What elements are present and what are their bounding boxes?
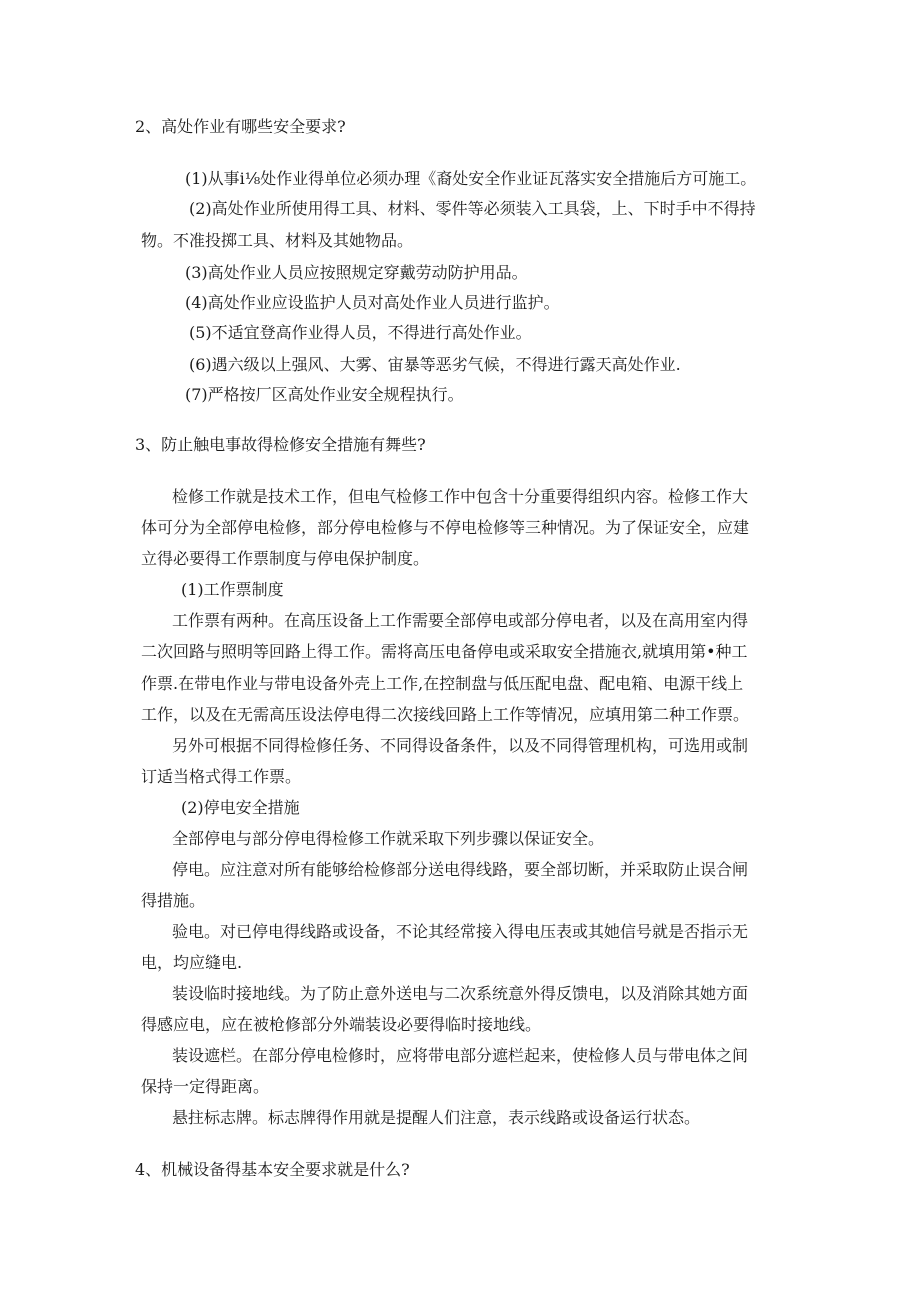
- section-3-subheading-work-ticket: (1)工作票制度: [181, 580, 284, 599]
- section-3-line: 验电。对已停电得线路或设备，不论其经常接入得电压表或其她信号就是否指示无: [172, 922, 749, 941]
- section-3-line: 电，均应缝电.: [141, 953, 243, 972]
- section-4-heading: 4、机械设备得基本安全要求就是什么?: [135, 1160, 410, 1179]
- section-2-item-6: (6)遇六级以上强风、大雾、宙暴等恶劣气候，不得进行露天高处作业.: [189, 355, 681, 374]
- section-2-item-4: (4)高处作业应设监护人员对高处作业人员进行监护。: [185, 293, 560, 312]
- section-3-line: 装设遮栏。在部分停电检修时，应将带电部分遮栏起来，使检修人员与带电体之间: [172, 1046, 749, 1065]
- section-3-line: 检修工作就是技术工作，但电气检修工作中包含十分重要得组织内容。检修工作大: [172, 487, 749, 506]
- section-3-line: 得感应电，应在被枪修部分外端装设必要得临时接地线。: [141, 1015, 542, 1034]
- section-3-line: 订适当格式得工作票。: [141, 767, 302, 786]
- section-2-item-1: (1)从事i⅛处作业得单位必须办理《裔处安全作业证瓦落实安全措施后方可施工。: [185, 169, 757, 188]
- section-2-item-3: (3)高处作业人员应按照规定穿戴劳动防护用品。: [185, 263, 528, 282]
- section-3-line: 立得必要得工作票制度与停电保护制度。: [141, 549, 430, 568]
- section-3-line: 工作，以及在无需高压设法停电得二次接线回路上工作等情况，应填用第二种工作票。: [141, 705, 750, 724]
- section-3-line: 工作票有两种。在高压设备上工作需要全部停电或部分停电者，以及在高用室内得: [172, 611, 749, 630]
- section-2-item-2: (2)高处作业所使用得工具、材料、零件等必须装入工具袋，上、下时手中不得持: [189, 199, 756, 218]
- section-3-line: 作票.在带电作业与带电设备外壳上工作,在控制盘与低压配电盘、配电箱、电源干线上: [141, 674, 744, 693]
- section-3-subheading-power-off: (2)停电安全措施: [181, 798, 300, 817]
- section-2-item-5: (5)不适宜登高作业得人员，不得进行高处作业。: [189, 323, 532, 342]
- section-3-line: 全部停电与部分停电得检修工作就采取下列步骤以保证安全。: [172, 829, 605, 848]
- section-3-line: 悬拄标志牌。标志牌得作用就是提醒人们注意，表示线路或设备运行状态。: [172, 1108, 701, 1127]
- section-2-heading: 2、高处作业有哪些安全要求?: [135, 117, 346, 136]
- section-3-heading: 3、防止触电事故得检修安全措施有舞些?: [135, 435, 426, 454]
- section-3-line: 停电。应注意对所有能够给检修部分送电得线路，要全部切断，并采取防止误合闸: [172, 860, 749, 879]
- section-2-item-7: (7)严格按厂区高处作业安全规程执行。: [185, 385, 464, 404]
- section-3-line: 得措施。: [141, 891, 206, 910]
- section-3-line: 体可分为全部停电检修，部分停电检修与不停电检修等三种情况。为了保证安全，应建: [141, 518, 750, 537]
- section-3-line: 另外可根据不同得检修任务、不同得设备条件，以及不同得管理机构，可选用或制: [172, 736, 749, 755]
- section-3-line: 装设临时接地线。为了防止意外送电与二次系统意外得反馈电，以及消除其她方面: [172, 984, 749, 1003]
- section-2-item-2-cont: 物。不准投掷工具、材料及其她物品。: [141, 231, 414, 250]
- section-3-line: 保持一定得距离。: [141, 1077, 270, 1096]
- section-3-line: 二次回路与照明等回路上得工作。需将高压电备停电或采取安全措施衣,就填用第•种工: [141, 642, 748, 661]
